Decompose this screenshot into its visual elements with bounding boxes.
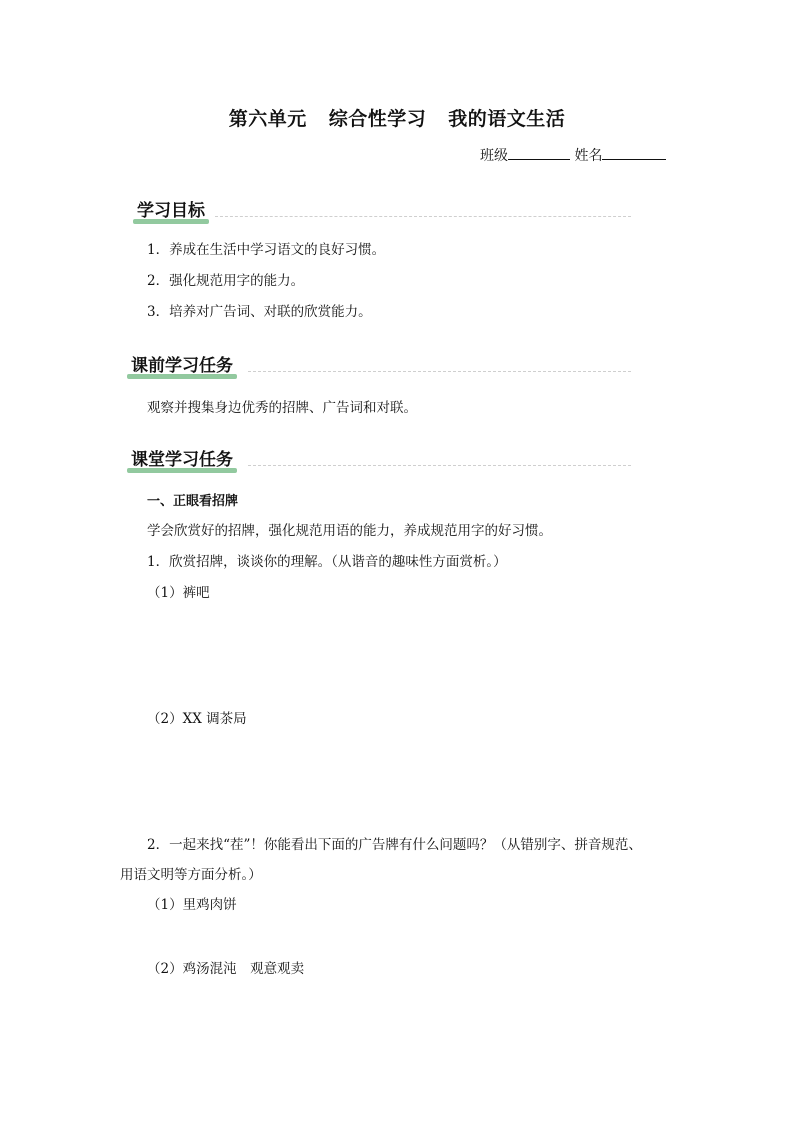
class-name-line xyxy=(480,145,666,165)
section-heading-goals: 学习目标 xyxy=(137,196,205,221)
goal-item-2: 2．强化规范用字的能力。 xyxy=(147,273,305,289)
title-subject: 我的语文生活 xyxy=(448,108,566,130)
question-1: 1．欣赏招牌，谈谈你的理解。（从谐音的趣味性方面赏析。） xyxy=(147,554,507,570)
section-heading-inclass: 课堂学习任务 xyxy=(131,445,233,470)
preclass-task: 观察并搜集身边优秀的招牌、广告词和对联。 xyxy=(147,400,417,416)
section-divider xyxy=(248,465,631,466)
question-2-item-b: （2）鸡汤混沌 观意观卖 xyxy=(147,961,305,977)
question-1-item-a: （1）裤吧 xyxy=(147,585,210,601)
name-blank[interactable] xyxy=(602,145,666,160)
class-blank[interactable] xyxy=(508,145,570,160)
inclass-intro: 学会欣赏好的招牌，强化规范用语的能力，养成规范用字的好习惯。 xyxy=(147,523,552,539)
page-title xyxy=(0,104,794,131)
name-label: 姓名 xyxy=(574,148,603,164)
class-label: 班级 xyxy=(480,148,508,164)
question-2-line-2: 用语文明等方面分析。） xyxy=(120,867,262,883)
subheading-signboards: 一、正眼看招牌 xyxy=(147,494,239,509)
question-2-line-1: 2．一起来找“茬”！你能看出下面的广告牌有什么问题吗？（从错别字、拼音规范、 xyxy=(147,837,642,853)
goal-item-1: 1．养成在生活中学习语文的良好习惯。 xyxy=(147,242,386,258)
question-1-item-b: （2）XX 调茶局 xyxy=(147,711,247,727)
section-heading-preclass: 课前学习任务 xyxy=(131,351,233,376)
section-divider xyxy=(215,216,631,217)
question-2-item-a: （1）里鸡肉饼 xyxy=(147,897,237,913)
title-unit: 第六单元 xyxy=(228,108,307,130)
section-divider xyxy=(248,371,631,372)
title-topic: 综合性学习 xyxy=(328,108,427,130)
goal-item-3: 3．培养对广告词、对联的欣赏能力。 xyxy=(147,304,372,320)
